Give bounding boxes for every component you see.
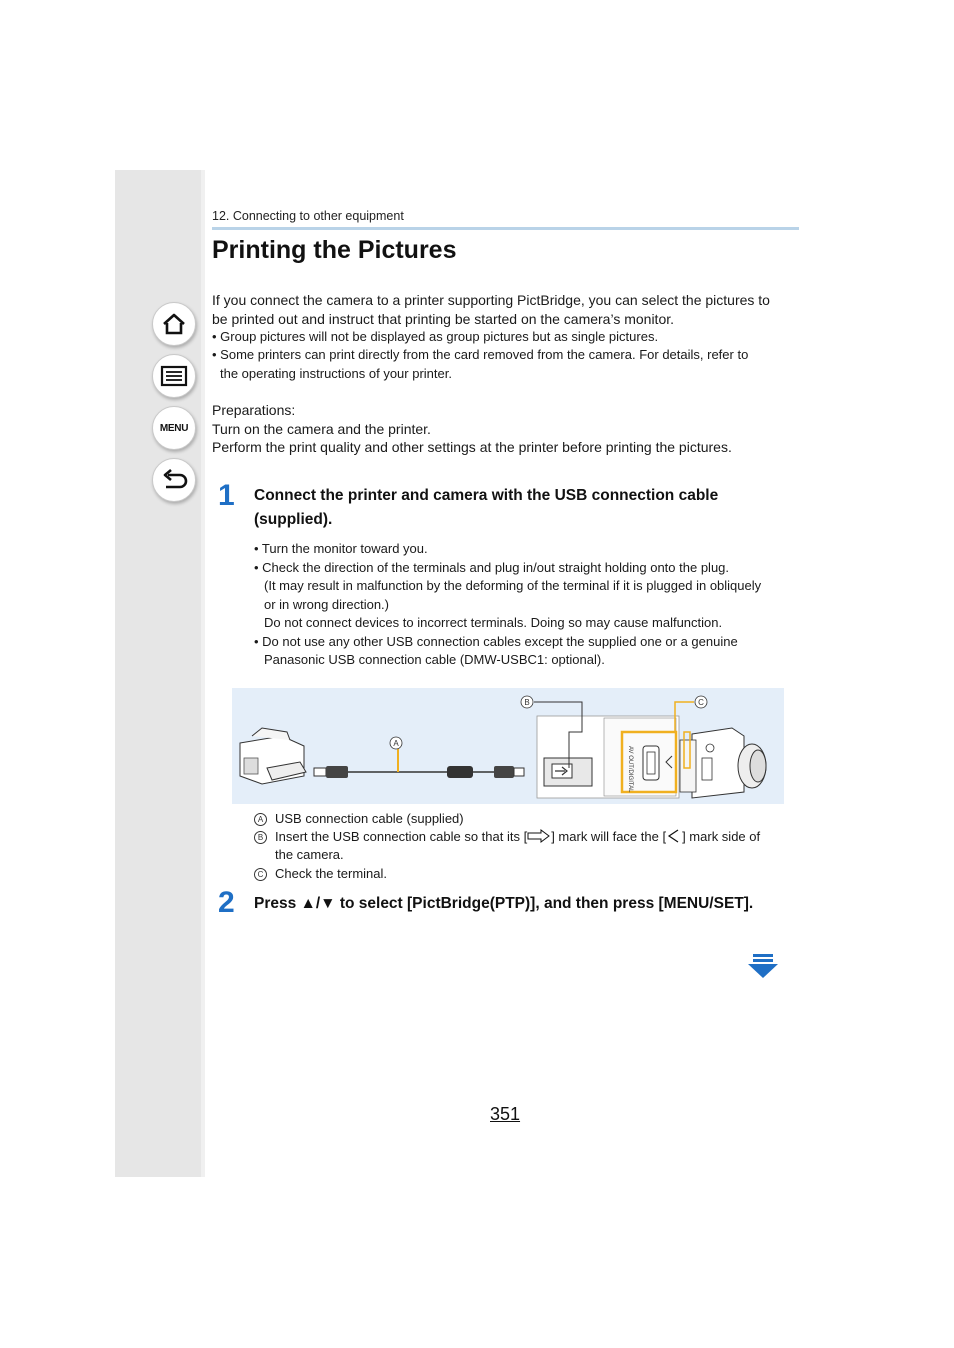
step-1-bullet-1: • Turn the monitor toward you. [254,541,428,556]
sidebar-edge [201,170,205,1177]
step-1-bullet-2-cont-2: or in wrong direction.) [264,597,389,612]
intro-line-1: If you connect the camera to a printer supporting PictBridge, you can select the pictures to [212,292,770,308]
legend-c [257,865,387,884]
usb-cable [314,748,524,778]
legend-a-marker: A [254,813,267,826]
intro-bullet-1: • Group pictures will not be displayed as group pictures but as single pictures. [212,329,659,344]
intro-bullet-2: • Some printers can print directly from the card removed from the camera. For details, refer to [212,347,749,362]
step-1-bullet-2: • Check the direction of the terminals and plug in/out straight holding onto the plug. [254,560,730,575]
breadcrumb: 12. Connecting to other equipment [212,209,404,223]
step-1-bullet-2-cont-1: (It may result in malfunction by the deforming of the terminal if it is plugged in obliquely [264,578,762,593]
preparations-line-1: Turn on the camera and the printer. [212,421,431,437]
legend-b-text-2: ] mark will face the [ [551,829,667,844]
printer-illustration [240,728,306,784]
plug-arrow-icon [527,829,551,843]
intro-line-2: be printed out and instruct that printing be started on the camera’s monitor. [212,311,675,327]
terminal-label: AV OUT/DIGITAL [627,746,633,793]
step-1-title-line-2: (supplied). [254,511,333,528]
title-rule [212,227,799,230]
list-icon [160,365,188,387]
preparations-line-2: Perform the print quality and other settings at the printer before printing the pictures. [212,439,732,455]
legend-b-marker: B [254,831,267,844]
legend-b [257,828,761,847]
menu-button[interactable] [152,406,196,450]
legend-b-text-3: ] mark side of [682,829,761,844]
callout-c: C [698,698,704,707]
page-title: Printing the Pictures [212,236,457,264]
legend-a [257,810,464,829]
legend-b-cont: the camera. [275,847,344,862]
usb-connection-illustration [232,688,784,804]
home-icon [161,312,187,336]
legend-b-text-1: Insert the USB connection cable so that its [ [275,829,528,844]
legend-c-text: Check the terminal. [275,866,387,881]
terminal-detail [534,702,694,798]
menu-icon: MENU [159,422,189,434]
step-2-title: Press ▲/▼ to select [PictBridge(PTP)], and then press [MENU/SET]. [254,895,754,912]
back-button[interactable] [152,458,196,502]
step-2-number: 2 [218,886,235,919]
intro-bullet-2-cont: the operating instructions of your printer. [220,366,452,381]
camera-illustration [680,728,766,798]
preparations-label: Preparations: [212,402,296,418]
step-1-bullet-2-cont-3: Do not connect devices to incorrect terminals. Doing so may cause malfunction. [264,615,723,630]
legend-a-text: USB connection cable (supplied) [275,811,464,826]
back-icon [160,468,188,492]
step-1-bullet-3: • Do not use any other USB connection cables except the supplied one or a genuine [254,634,738,649]
callout-b: B [524,698,530,707]
page-number: 351 [490,1104,521,1124]
step-1-bullet-3-cont: Panasonic USB connection cable (DMW-USBC1: optional). [264,652,605,667]
step-1-title-line-1: Connect the printer and camera with the USB connection cable [254,487,719,504]
callout-a: A [393,739,399,748]
home-button[interactable] [152,302,196,346]
next-page-button[interactable] [747,953,779,984]
contents-button[interactable] [152,354,196,398]
illustration-svg [232,688,784,804]
step-1-number: 1 [218,479,235,512]
terminal-mark-icon [666,829,682,843]
next-page-arrow-icon [747,953,779,979]
legend-c-marker: C [254,868,267,881]
